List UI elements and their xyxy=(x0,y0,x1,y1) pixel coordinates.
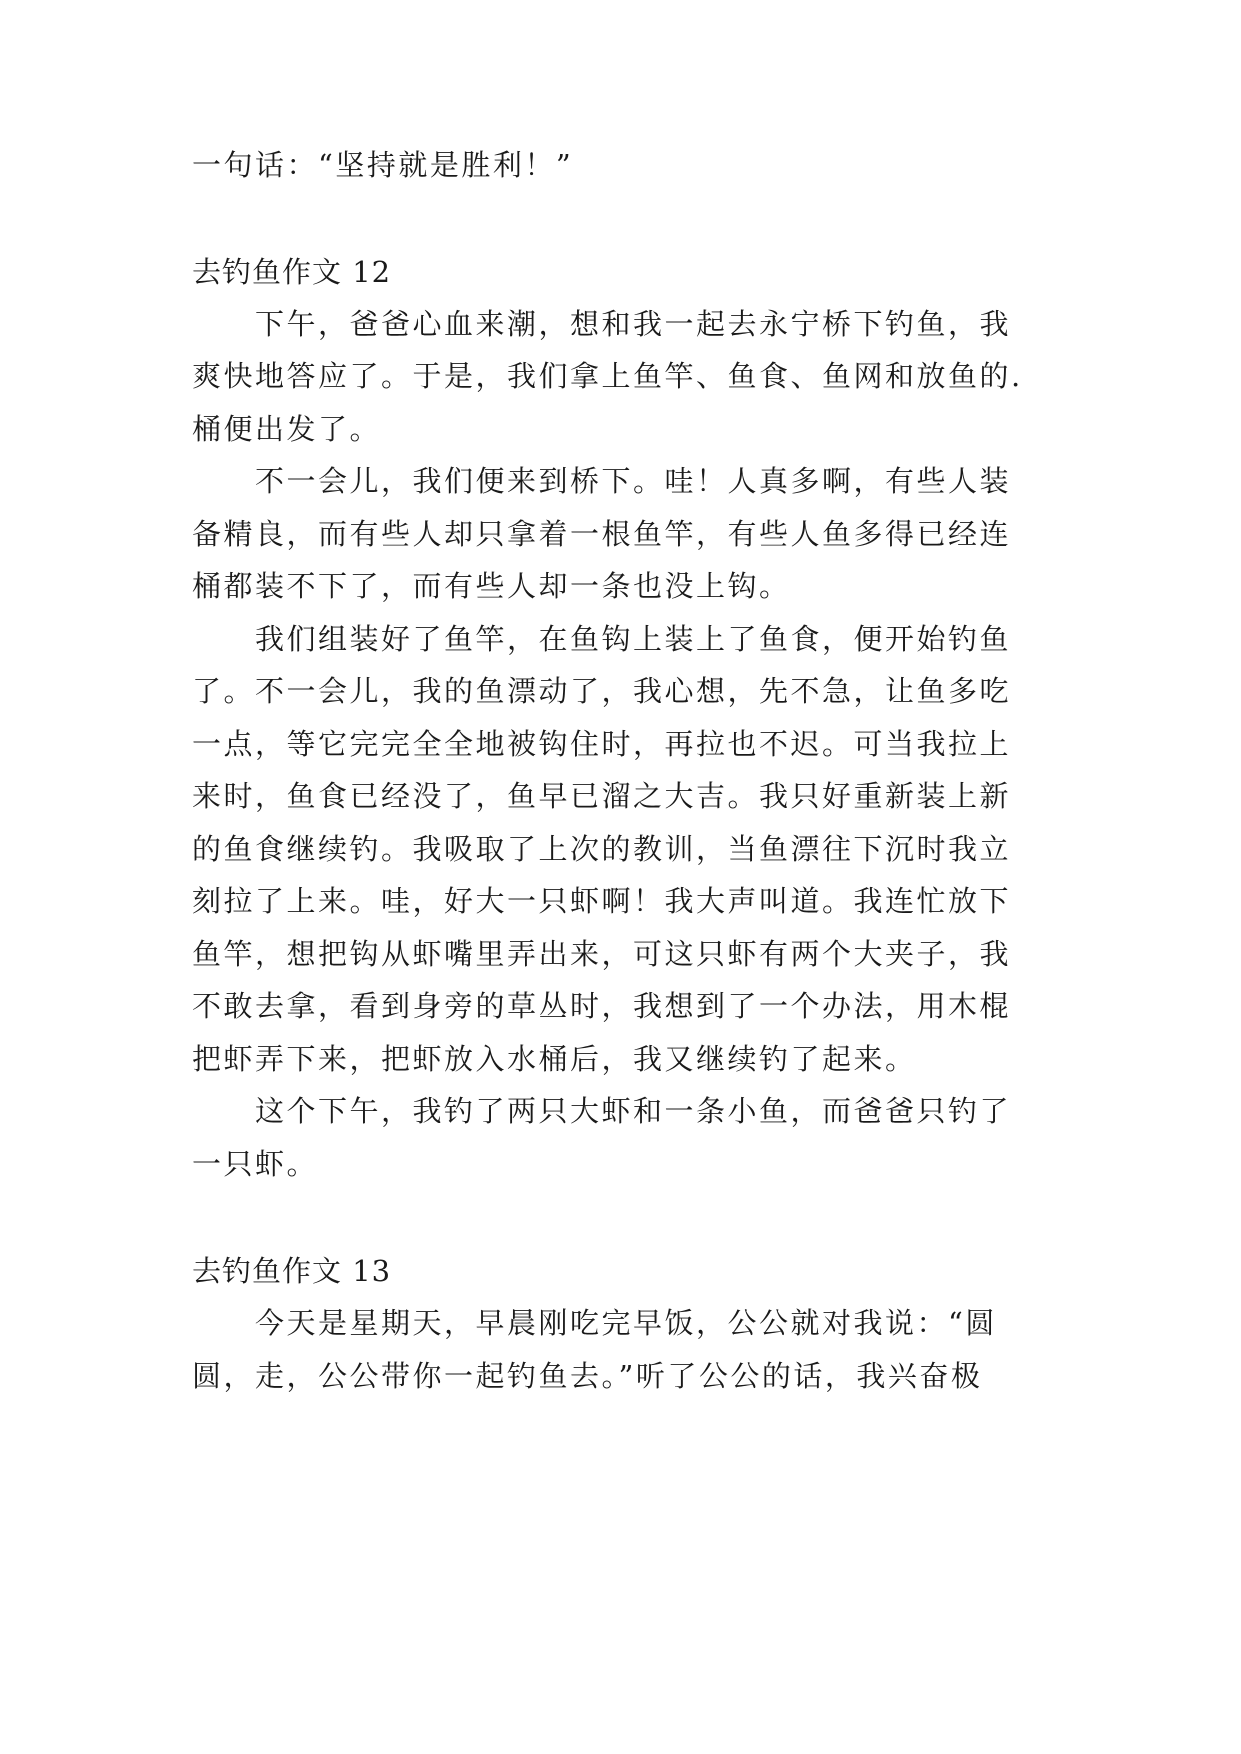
paragraph-line: 备精良，而有些人却只拿着一根鱼竿，有些人鱼多得已经连 xyxy=(192,517,1012,551)
paragraph-line: 刻拉了上来。哇，好大一只虾啊！我大声叫道。我连忙放下 xyxy=(192,884,1012,918)
paragraph-line: 桶便出发了。 xyxy=(192,412,382,446)
paragraph-line: 把虾弄下来，把虾放入水桶后，我又继续钓了起来。 xyxy=(192,1042,917,1076)
paragraph-line: 来时，鱼食已经没了，鱼早已溜之大吉。我只好重新装上新 xyxy=(192,779,1012,813)
paragraph-line: 一只虾。 xyxy=(192,1147,319,1181)
paragraph-line: 圆，走，公公带你一起钓鱼去。”听了公公的话，我兴奋极 xyxy=(192,1359,983,1393)
paragraph-line: 不敢去拿，看到身旁的草丛时，我想到了一个办法，用木棍 xyxy=(192,989,1012,1023)
paragraph-line: 鱼竿，想把钩从虾嘴里弄出来，可这只虾有两个大夹子，我 xyxy=(192,937,1012,971)
paragraph-line: 不一会儿，我们便来到桥下。哇！人真多啊，有些人装 xyxy=(192,464,1012,498)
paragraph-line: 一句话：“坚持就是胜利！” xyxy=(192,148,574,182)
paragraph-line: 爽快地答应了。于是，我们拿上鱼竿、鱼食、鱼网和放鱼的. xyxy=(192,359,1023,393)
paragraph-line: 的鱼食继续钓。我吸取了上次的教训，当鱼漂往下沉时我立 xyxy=(192,832,1012,866)
paragraph-line: 今天是星期天，早晨刚吃完早饭，公公就对我说：“圆 xyxy=(192,1306,997,1340)
paragraph-line: 了。不一会儿，我的鱼漂动了，我心想，先不急，让鱼多吃 xyxy=(192,674,1012,708)
paragraph-line: 下午，爸爸心血来潮，想和我一起去永宁桥下钓鱼，我 xyxy=(192,307,1012,341)
section-heading: 去钓鱼作文 13 xyxy=(192,1254,392,1288)
section-heading: 去钓鱼作文 12 xyxy=(192,255,392,289)
paragraph-line: 这个下午，我钓了两只大虾和一条小鱼，而爸爸只钓了 xyxy=(192,1094,1012,1128)
paragraph-line: 一点，等它完完全全地被钩住时，再拉也不迟。可当我拉上 xyxy=(192,727,1012,761)
paragraph-line: 我们组装好了鱼竿，在鱼钩上装上了鱼食，便开始钓鱼 xyxy=(192,622,1012,656)
paragraph-line: 桶都装不下了，而有些人却一条也没上钩。 xyxy=(192,569,791,603)
